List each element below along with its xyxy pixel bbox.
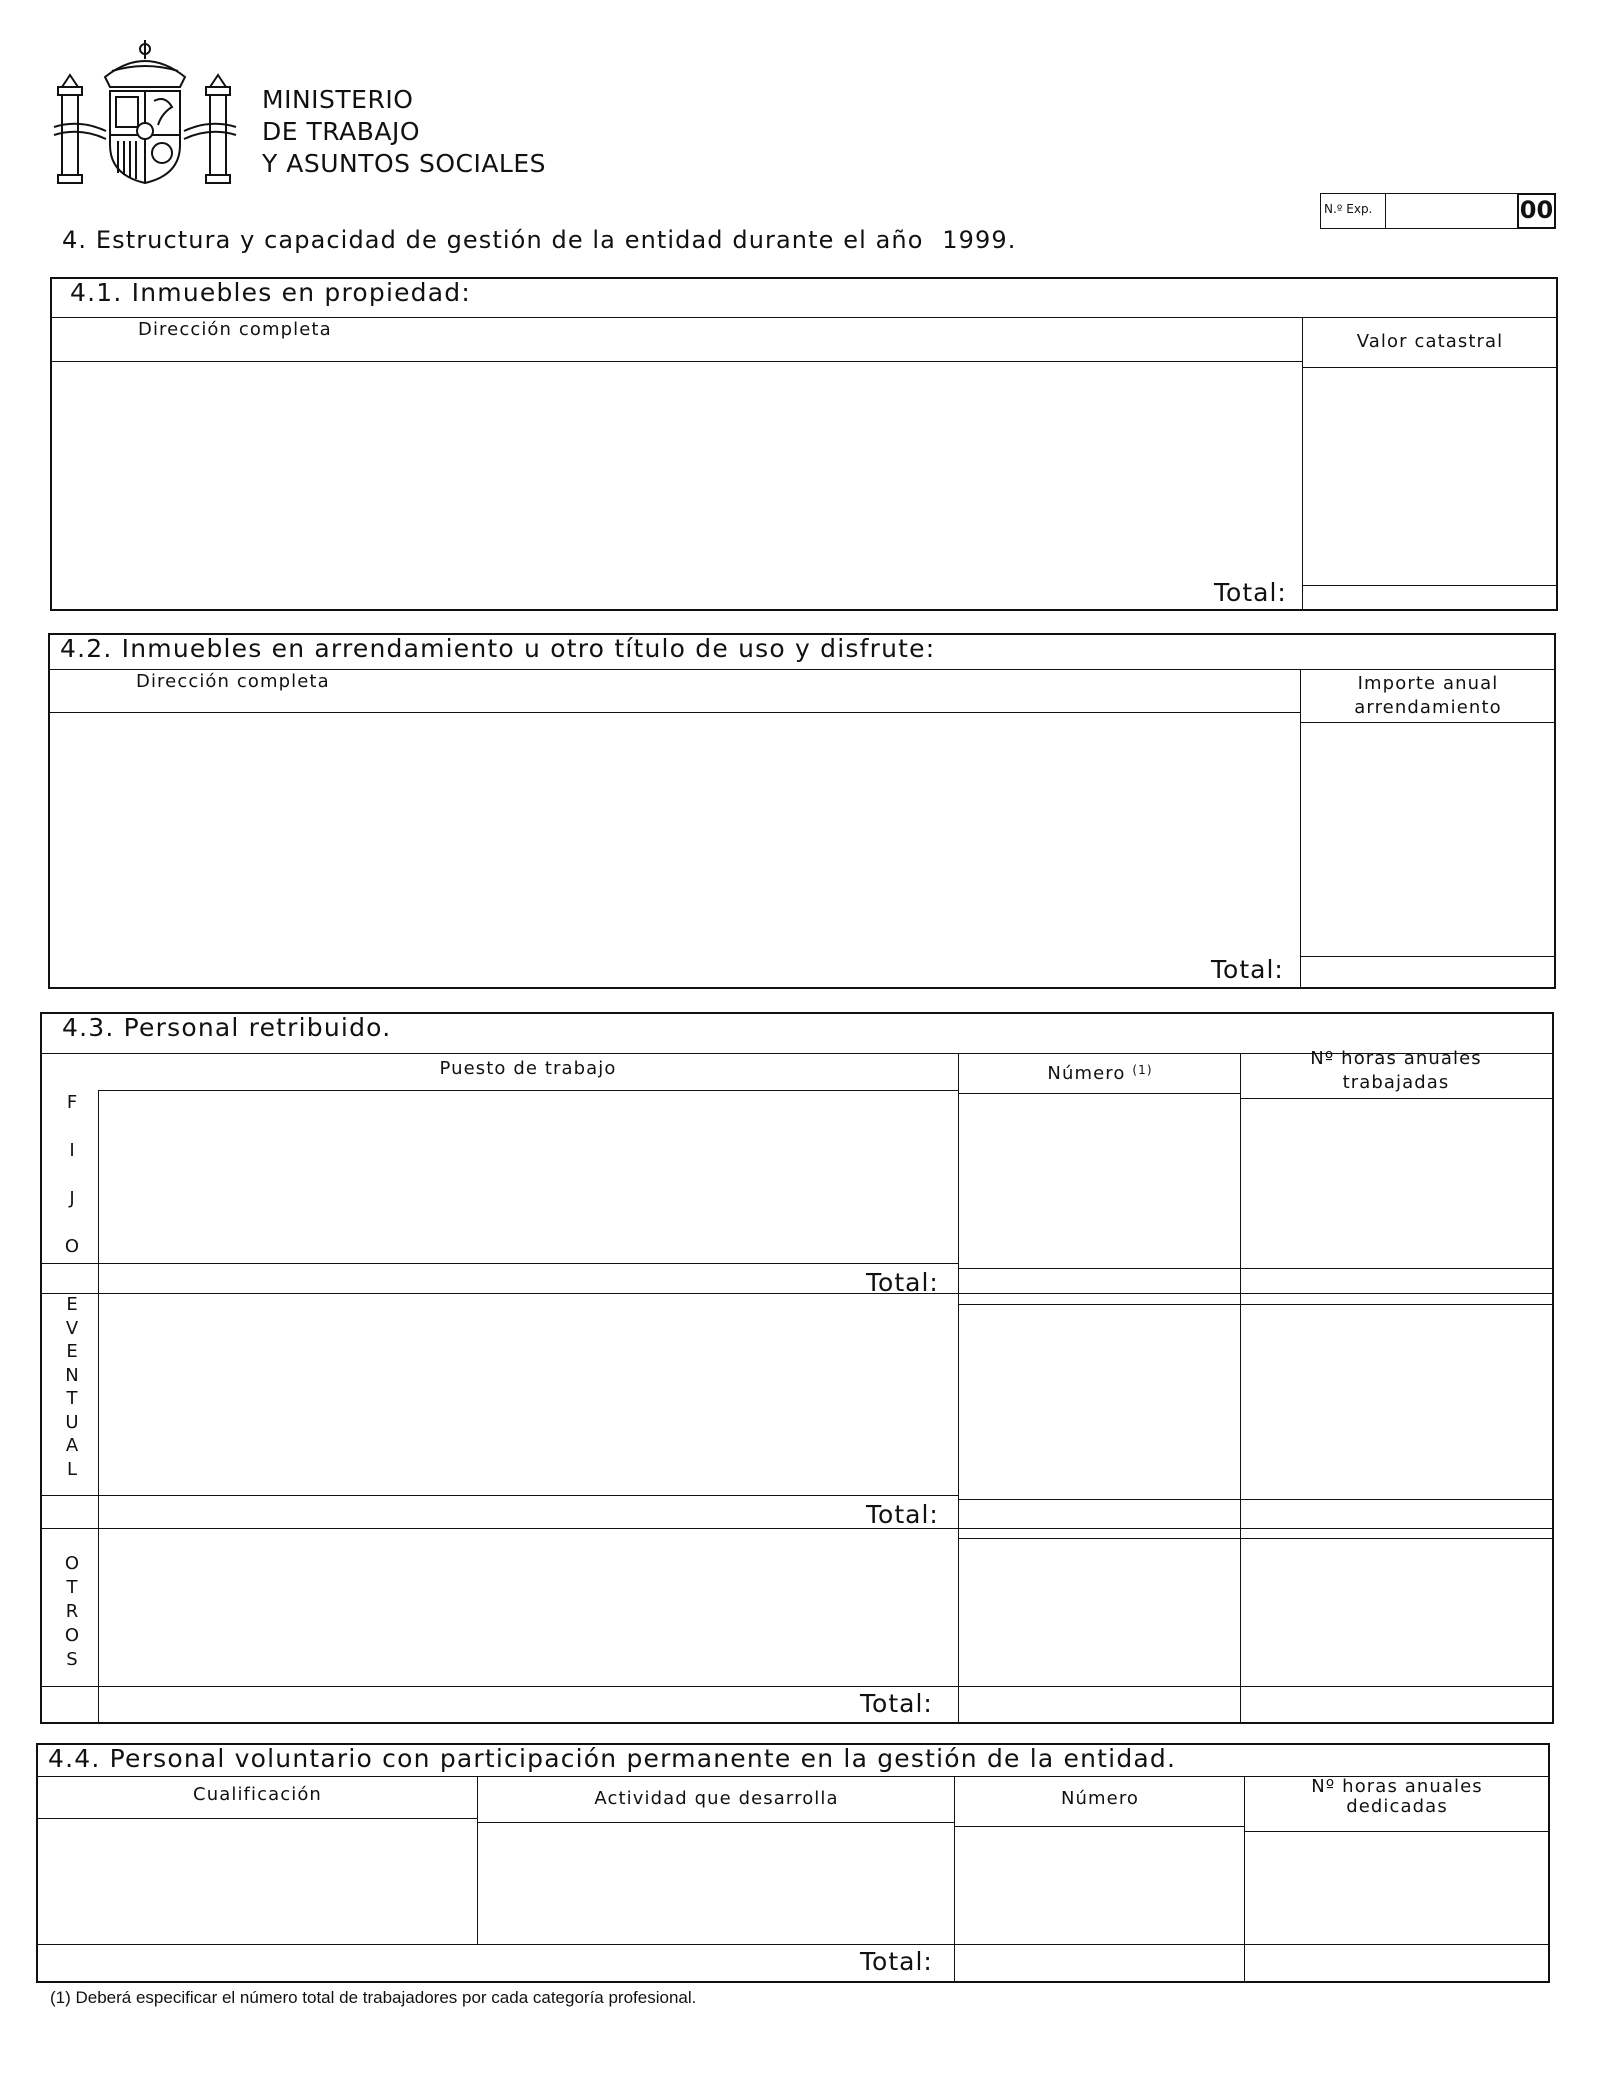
- col-qualification-header: Cualificación: [193, 1784, 322, 1805]
- volunteer-number-field[interactable]: [956, 1828, 1242, 1944]
- coat-of-arms-logo: [50, 35, 240, 195]
- volunteer-activity-field[interactable]: [479, 1824, 952, 1942]
- col-hours-worked-header-line-1: Nº horas anuales: [1310, 1048, 1482, 1069]
- total-label: Total:: [866, 1500, 939, 1529]
- total-label: Total:: [1214, 578, 1287, 607]
- rental-amount-field[interactable]: [1302, 724, 1552, 954]
- page-title: [62, 226, 1016, 254]
- group-letter: O: [64, 1625, 80, 1646]
- volunteer-total-number-field[interactable]: [956, 1947, 1242, 1979]
- group-letter: R: [65, 1601, 79, 1622]
- total-label: Total:: [860, 1689, 933, 1718]
- rental-total-field[interactable]: [1302, 958, 1552, 986]
- total-label: Total:: [860, 1947, 933, 1976]
- page-title-text: 4. Estructura y capacidad de gestión de la entidad durante el año: [62, 226, 924, 254]
- total-label: Total:: [866, 1268, 939, 1297]
- otros-total-hours-field[interactable]: [1242, 1689, 1550, 1719]
- group-letter: F: [66, 1092, 78, 1113]
- ministry-name-line-2: DE TRABAJO: [262, 117, 421, 146]
- col-activity-header: Actividad que desarrolla: [594, 1788, 839, 1809]
- group-label-fijo: [62, 1094, 82, 1286]
- otros-number-field[interactable]: [960, 1541, 1238, 1685]
- group-letter: T: [66, 1388, 78, 1409]
- otros-hours-field[interactable]: [1242, 1541, 1550, 1685]
- expedient-label: N.º Exp.: [1324, 202, 1373, 216]
- section-4-1-title: 4.1. Inmuebles en propiedad:: [70, 278, 471, 307]
- group-letter: E: [66, 1294, 78, 1315]
- eventual-total-number-field[interactable]: [960, 1501, 1238, 1527]
- eventual-number-field[interactable]: [960, 1306, 1238, 1496]
- group-letter: E: [66, 1341, 78, 1362]
- section-4-2-title: 4.2. Inmuebles en arrendamiento u otro título de uso y disfrute:: [60, 634, 936, 663]
- group-letter: J: [69, 1188, 75, 1209]
- col-annual-rent-header-line-2: arrendamiento: [1354, 697, 1502, 718]
- col-number-header: [960, 1063, 1240, 1084]
- eventual-job-field[interactable]: [100, 1296, 956, 1492]
- volunteer-total-hours-field[interactable]: [1246, 1947, 1546, 1979]
- otros-total-number-field[interactable]: [960, 1689, 1238, 1719]
- property-address-field[interactable]: [54, 364, 1300, 574]
- group-letter: N: [65, 1364, 79, 1386]
- report-year: 1999.: [942, 226, 1017, 254]
- group-letter: I: [69, 1140, 75, 1161]
- col-hours-worked-header-line-2: trabajadas: [1342, 1072, 1450, 1093]
- group-letter: A: [65, 1435, 79, 1456]
- col-address-header: Dirección completa: [136, 671, 330, 692]
- group-letter: O: [64, 1236, 80, 1257]
- group-label-eventual: [62, 1296, 82, 1484]
- col-hours-dedicated-header-line-1: Nº horas anuales: [1311, 1776, 1483, 1797]
- group-letter: T: [66, 1577, 78, 1598]
- col-job-header: Puesto de trabajo: [439, 1058, 617, 1079]
- fijo-number-field[interactable]: [960, 1095, 1238, 1263]
- section-4-3-title: 4.3. Personal retribuido.: [62, 1013, 392, 1042]
- group-letter: V: [65, 1317, 79, 1339]
- group-letter: O: [64, 1553, 80, 1574]
- fijo-hours-field[interactable]: [1242, 1100, 1550, 1268]
- footnote: (1) Deberá especificar el número total de trabajadores por cada categoría profesional.: [50, 1988, 697, 2007]
- footnote-marker: (1): [1132, 1063, 1153, 1077]
- fijo-job-field[interactable]: [100, 1092, 956, 1260]
- group-letter: U: [65, 1411, 79, 1433]
- ministry-name-line-1: MINISTERIO: [262, 85, 414, 114]
- eventual-total-hours-field[interactable]: [1242, 1501, 1550, 1527]
- expedient-number-input[interactable]: [1387, 195, 1517, 227]
- section-4-4-title: 4.4. Personal voluntario con participación permanente en la gestión de la entidad.: [48, 1744, 1177, 1773]
- eventual-hours-field[interactable]: [1242, 1306, 1550, 1496]
- ministry-name-line-3: Y ASUNTOS SOCIALES: [262, 149, 547, 178]
- otros-job-field[interactable]: [100, 1531, 956, 1683]
- volunteer-hours-field[interactable]: [1246, 1833, 1546, 1943]
- col-address-header: Dirección completa: [138, 319, 332, 340]
- col-number-header: Número: [1060, 1788, 1140, 1809]
- group-label-otros: [62, 1555, 82, 1675]
- group-letter: L: [66, 1458, 78, 1480]
- col-number-label: Número: [1047, 1063, 1126, 1084]
- rental-address-field[interactable]: [52, 715, 1298, 955]
- expedient-code: 00: [1519, 196, 1554, 224]
- col-hours-dedicated-header-line-2: dedicadas: [1346, 1796, 1448, 1817]
- property-value-field[interactable]: [1304, 369, 1554, 583]
- total-label: Total:: [1211, 955, 1284, 984]
- volunteer-qualification-field[interactable]: [40, 1820, 475, 1942]
- col-cadastral-value-header: Valor catastral: [1356, 331, 1504, 352]
- property-total-field[interactable]: [1304, 587, 1554, 609]
- group-letter: S: [66, 1649, 78, 1670]
- col-annual-rent-header-line-1: Importe anual: [1357, 673, 1499, 694]
